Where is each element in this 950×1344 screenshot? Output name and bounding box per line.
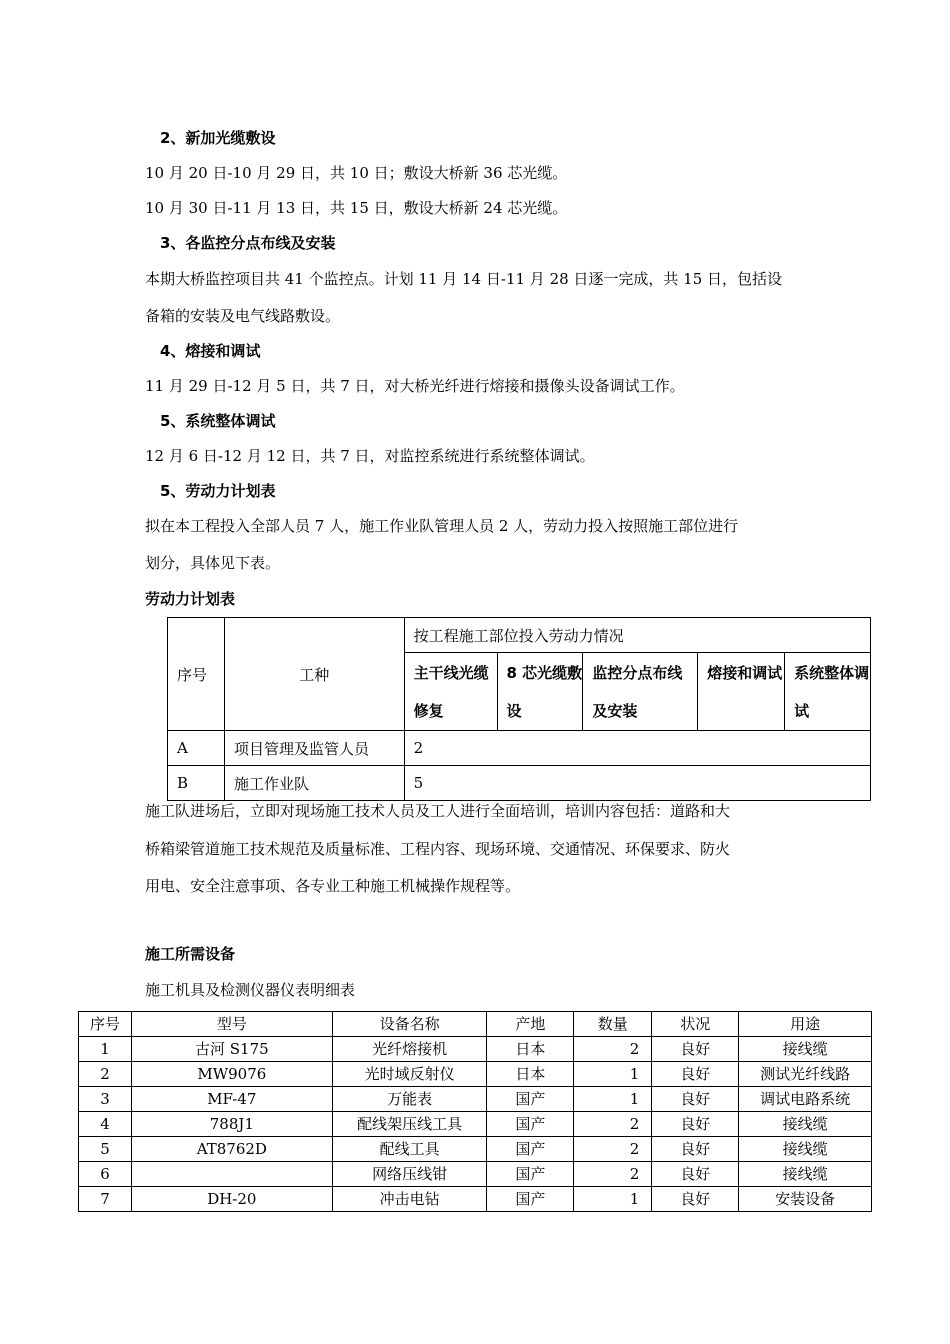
cell-usage: 接线缆 [739, 1037, 872, 1062]
table-header-row [79, 1012, 872, 1037]
cell-quantity: 1 [574, 1087, 652, 1112]
cell-origin: 国产 [487, 1112, 574, 1137]
cell-condition: 良好 [652, 1087, 739, 1112]
subheader-system-debug: 系统整体调试 [785, 653, 871, 731]
cell-model [131, 1162, 332, 1187]
header-group: 按工程施工部位投入劳动力情况 [404, 618, 870, 653]
cell-seq: 5 [79, 1137, 132, 1162]
cell-origin: 国产 [487, 1137, 574, 1162]
table-row [79, 1062, 872, 1087]
cell-equipment-name: 冲击电钻 [332, 1187, 487, 1212]
section-title-labor-plan: 5、劳动力计划表 [160, 482, 276, 500]
cell-usage: 接线缆 [739, 1112, 872, 1137]
paragraph-line: 10 月 20 日-10 月 29 日，共 10 日；敷设大桥新 36 芯光缆。 [145, 164, 568, 182]
cell-value: 5 [404, 766, 870, 801]
equipment-section-title: 施工所需设备 [145, 945, 236, 963]
header-seq: 序号 [79, 1012, 132, 1037]
cell-condition: 良好 [652, 1187, 739, 1212]
cell-seq: 1 [79, 1037, 132, 1062]
table-row [79, 1112, 872, 1137]
subheader-8core-laying: 8 芯光缆敷设 [497, 653, 583, 731]
cell-value: 2 [404, 731, 870, 766]
cell-origin: 国产 [487, 1162, 574, 1187]
cell-work-type: 项目管理及监管人员 [224, 731, 404, 766]
paragraph-line: 拟在本工程投入全部人员 7 人，施工作业队管理人员 2 人，劳动力投入按照施工部位进行 [145, 517, 739, 535]
cell-origin: 日本 [487, 1037, 574, 1062]
cell-seq: 3 [79, 1087, 132, 1112]
paragraph-line: 划分，具体见下表。 [145, 554, 281, 572]
header-seq: 序号 [168, 618, 225, 731]
cell-seq: 4 [79, 1112, 132, 1137]
table-row [79, 1187, 872, 1212]
cell-condition: 良好 [652, 1137, 739, 1162]
cell-condition: 良好 [652, 1062, 739, 1087]
labor-table-caption: 劳动力计划表 [145, 590, 236, 608]
cell-quantity: 2 [574, 1137, 652, 1162]
cell-usage: 接线缆 [739, 1137, 872, 1162]
paragraph-line: 本期大桥监控项目共 41 个监控点。计划 11 月 14 日-11 月 28 日逐一完成，共 15 日，包括设 [145, 270, 783, 288]
subheader-trunk-repair: 主干线光缆修复 [404, 653, 497, 731]
table-row [79, 1087, 872, 1112]
paragraph-line: 用电、安全注意事项、各专业工种施工机械操作规程等。 [145, 877, 521, 895]
header-quantity: 数量 [574, 1012, 652, 1037]
paragraph-line: 桥箱梁管道施工技术规范及质量标准、工程内容、现场环境、交通情况、环保要求、防火 [145, 840, 731, 858]
cell-equipment-name: 配线工具 [332, 1137, 487, 1162]
cell-seq: B [168, 766, 225, 801]
cell-model: MF-47 [131, 1087, 332, 1112]
cell-seq: 6 [79, 1162, 132, 1187]
header-condition: 状况 [652, 1012, 739, 1037]
header-usage: 用途 [739, 1012, 872, 1037]
cell-equipment-name: 万能表 [332, 1087, 487, 1112]
cell-equipment-name: 光纤熔接机 [332, 1037, 487, 1062]
cell-origin: 日本 [487, 1062, 574, 1087]
cell-origin: 国产 [487, 1187, 574, 1212]
table-row [79, 1037, 872, 1062]
table-row [79, 1162, 872, 1187]
cell-condition: 良好 [652, 1037, 739, 1062]
table-row [168, 766, 871, 801]
cell-seq: 7 [79, 1187, 132, 1212]
header-work-type: 工种 [224, 618, 404, 731]
subheader-splicing: 熔接和调试 [698, 653, 785, 731]
paragraph-line: 10 月 30 日-11 月 13 日，共 15 日，敷设大桥新 24 芯光缆。 [145, 199, 568, 217]
cell-quantity: 2 [574, 1037, 652, 1062]
cell-equipment-name: 光时域反射仪 [332, 1062, 487, 1087]
subheader-monitor-install: 监控分点布线及安装 [583, 653, 698, 731]
cell-quantity: 2 [574, 1162, 652, 1187]
cell-work-type: 施工作业队 [224, 766, 404, 801]
table-row [168, 731, 871, 766]
cell-condition: 良好 [652, 1112, 739, 1137]
paragraph-line: 12 月 6 日-12 月 12 日，共 7 日，对监控系统进行系统整体调试。 [145, 447, 595, 465]
cell-seq: A [168, 731, 225, 766]
cell-seq: 2 [79, 1062, 132, 1087]
section-title-splicing: 4、熔接和调试 [160, 342, 261, 360]
paragraph-line: 备箱的安装及电气线路敷设。 [145, 307, 341, 325]
cell-equipment-name: 配线架压线工具 [332, 1112, 487, 1137]
header-equipment-name: 设备名称 [332, 1012, 487, 1037]
labor-plan-table [167, 617, 871, 801]
cell-model: MW9076 [131, 1062, 332, 1087]
cell-model: 古河 S175 [131, 1037, 332, 1062]
cell-equipment-name: 网络压线钳 [332, 1162, 487, 1187]
cell-quantity: 2 [574, 1112, 652, 1137]
cell-quantity: 1 [574, 1062, 652, 1087]
header-origin: 产地 [487, 1012, 574, 1037]
section-title-cable-laying: 2、新加光缆敷设 [160, 129, 276, 147]
equipment-table [78, 1011, 872, 1212]
cell-model: AT8762D [131, 1137, 332, 1162]
paragraph-line: 施工队进场后，立即对现场施工技术人员及工人进行全面培训，培训内容包括：道路和大 [145, 802, 731, 820]
equipment-table-caption: 施工机具及检测仪器仪表明细表 [145, 981, 356, 999]
cell-model: 788J1 [131, 1112, 332, 1137]
section-title-system-debug: 5、系统整体调试 [160, 412, 276, 430]
cell-usage: 测试光纤线路 [739, 1062, 872, 1087]
paragraph-line: 11 月 29 日-12 月 5 日，共 7 日，对大桥光纤进行熔接和摄像头设备调试工作。 [145, 377, 685, 395]
cell-usage: 接线缆 [739, 1162, 872, 1187]
cell-usage: 调试电路系统 [739, 1087, 872, 1112]
header-model: 型号 [131, 1012, 332, 1037]
cell-origin: 国产 [487, 1087, 574, 1112]
cell-quantity: 1 [574, 1187, 652, 1212]
section-title-monitoring-install: 3、各监控分点布线及安装 [160, 234, 336, 252]
table-row [79, 1137, 872, 1162]
cell-usage: 安装设备 [739, 1187, 872, 1212]
cell-condition: 良好 [652, 1162, 739, 1187]
cell-model: DH-20 [131, 1187, 332, 1212]
